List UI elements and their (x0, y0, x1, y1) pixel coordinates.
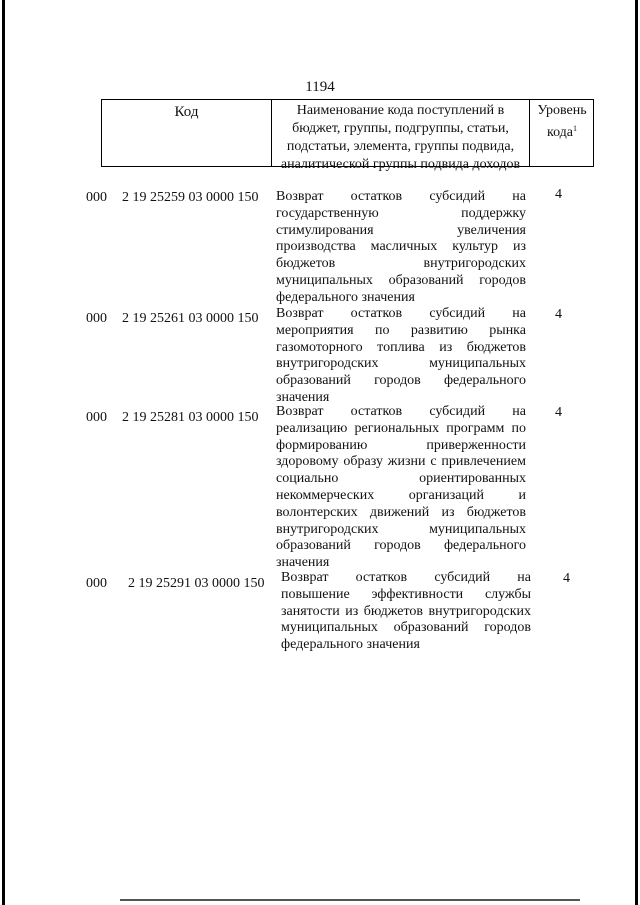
row-code: 2 19 25291 03 0000 150 (128, 576, 265, 591)
scan-bottom-edge (120, 899, 580, 901)
row-code: 2 19 25281 03 0000 150 (122, 410, 259, 425)
row-level: 4 (555, 187, 562, 202)
row-prefix: 000 (86, 190, 107, 205)
scan-right-edge (635, 0, 638, 905)
table-header (101, 99, 594, 172)
row-prefix: 000 (86, 410, 107, 425)
header-level-footnote: 1 (573, 124, 578, 133)
page-number: 1194 (305, 79, 335, 95)
row-name: Возврат остатков субсидий на реализацию региональных программ по формированию приверженности здоровому образу жизни с привлечением социально ориентированных некоммерческих организаций и волонтерских движений из бюджетов внутригородских муниципальных образований городов федерального значения (276, 404, 526, 571)
row-prefix: 000 (86, 576, 107, 591)
row-name: Возврат остатков субсидий на государственную поддержку стимулирования увеличения производства масличных культур из бюджетов внутригородских муниципальных образований городов федерального значения (276, 189, 526, 305)
row-level: 4 (555, 405, 562, 420)
header-name: Наименование кода поступлений в бюджет, группы, подгруппы, статьи, подстатьи, элемента, группы подвида, аналитической группы подвида доходов (280, 103, 521, 172)
row-prefix: 000 (86, 311, 107, 326)
header-level-text: Уровень кода (537, 103, 587, 140)
header-code: Код (174, 104, 199, 120)
scan-left-edge (2, 0, 5, 905)
header-level (530, 102, 594, 142)
row-code: 2 19 25261 03 0000 150 (122, 311, 259, 326)
row-name: Возврат остатков субсидий на повышение эффективности службы занятости из бюджетов внутригородских муниципальных образований городов федерального значения (281, 570, 531, 653)
row-level: 4 (555, 307, 562, 322)
row-level: 4 (563, 571, 570, 586)
row-code: 2 19 25259 03 0000 150 (122, 190, 259, 205)
row-name: Возврат остатков субсидий на мероприятия по развитию рынка газомоторного топлива из бюджетов внутригородских муниципальных образований городов федерального значения (276, 306, 526, 405)
